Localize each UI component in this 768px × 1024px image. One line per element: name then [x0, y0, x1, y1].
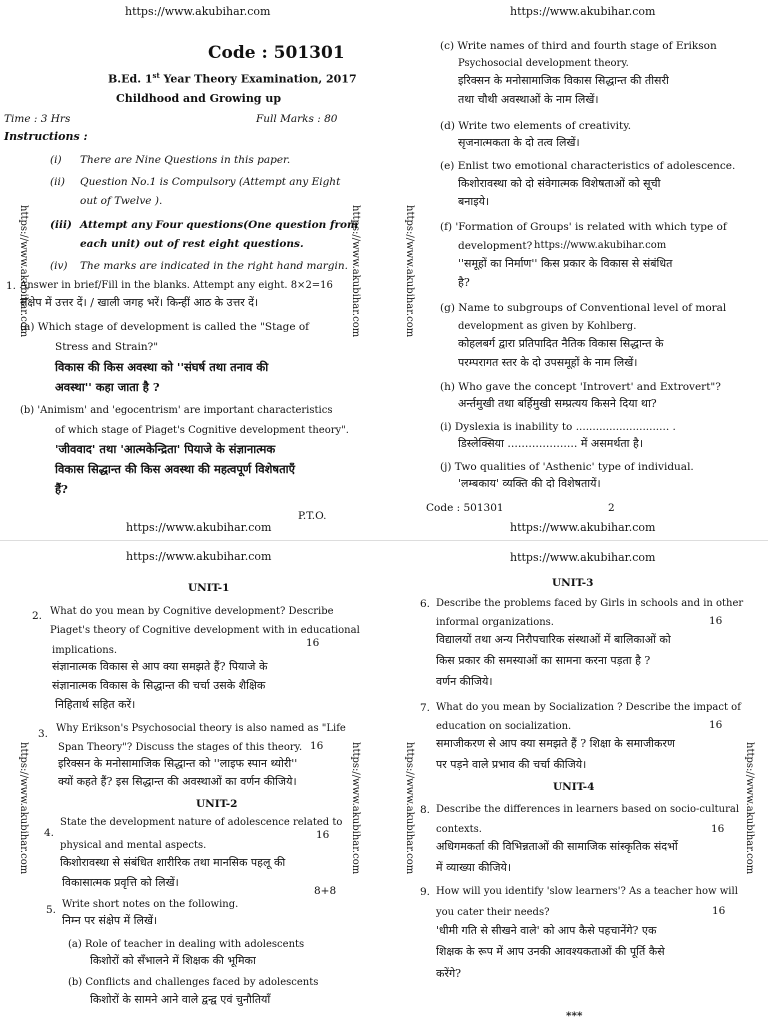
question-text: implications.: [52, 645, 118, 656]
question-text-hindi: पर पड़ने वाले प्रभाव की चर्चा कीजिये।: [436, 758, 587, 771]
question-text: (h) Who gave the concept 'Introvert' and Extrovert"?: [440, 381, 721, 393]
question-text: What do you mean by Socialization ? Describe the impact of: [436, 702, 741, 713]
question-text-hindi: ''समूहों का निर्माण'' किस प्रकार के विकास से संबंधित: [458, 257, 673, 270]
unit-heading: UNIT-3: [552, 577, 594, 589]
marks: 16: [712, 905, 726, 917]
watermark-url: https://www.akubihar.com: [744, 742, 755, 875]
watermark-url: https://www.akubihar.com: [350, 205, 361, 338]
instructions-title: Instructions :: [4, 130, 88, 143]
question-text: contexts.: [436, 824, 482, 835]
pto-label: P.T.O.: [298, 510, 327, 522]
question-text: (g) Name to subgroups of Conventional level of moral: [440, 302, 727, 314]
watermark-url: https://www.akubihar.com: [18, 742, 29, 875]
question-number: 4.: [44, 827, 55, 839]
question-text: (j) Two qualities of 'Asthenic' type of individual.: [440, 461, 694, 473]
question-text: Write short notes on the following.: [62, 899, 239, 910]
question-number: 9.: [420, 886, 431, 898]
instruction-text: Attempt any Four questions(One question from: [80, 219, 359, 231]
marks: 16: [306, 637, 320, 649]
question-text: informal organizations.: [436, 617, 554, 628]
instruction-text: The marks are indicated in the right hand margin.: [80, 260, 348, 272]
question-text-hindi: किशोरों को सँभालने में शिक्षक की भूमिका: [90, 954, 256, 967]
end-marker: ***: [566, 1010, 583, 1022]
marks: 16: [709, 615, 723, 627]
question-text-hindi: अवस्था'' कहा जाता है ?: [55, 380, 160, 394]
question-text-hindi: समाजीकरण से आप क्या समझते हैं ? शिक्षा के समाजीकरण: [436, 737, 675, 750]
question-text: (f) 'Formation of Groups' is related with which type of: [440, 221, 727, 233]
footer-code: Code : 501301: [426, 502, 504, 514]
question-text-hindi: अर्न्तमुखी तथा बर्हिमुखी सम्प्रत्यय किसने दिया था?: [458, 397, 657, 410]
instruction-number: (iv): [50, 260, 68, 272]
question-text: (a) Which stage of development is called the "Stage of: [20, 321, 310, 333]
question-number: 5.: [46, 904, 57, 916]
watermark-url: https://www.akubihar.com: [18, 205, 29, 338]
subject-title: Childhood and Growing up: [116, 92, 282, 105]
question-text: you cater their needs?: [436, 907, 550, 918]
marks: 8+8: [314, 885, 337, 897]
question-text-hindi: विकासात्मक प्रवृत्ति को लिखें।: [62, 876, 179, 889]
question-text-hindi: इरिक्सन के मनोसामाजिक सिद्धान्त को ''लाइफ स्पान थ्योरी'': [58, 757, 298, 770]
url-header[interactable]: https://www.akubihar.com: [125, 5, 271, 18]
question-text-hindi: करेंगे?: [436, 967, 462, 980]
question-text-hindi: निहितार्थ सहित करें।: [55, 698, 136, 711]
question-text-hindi: संज्ञानात्मक विकास के सिद्धान्त की चर्चा उसके शैक्षिक: [52, 679, 266, 692]
question-text: Span Theory"? Discuss the stages of this theory.: [58, 742, 303, 753]
question-text-hindi: है?: [458, 276, 470, 289]
question-text-hindi: शिक्षक के रूप में आप उनकी आवश्यकताओं की पूर्ति कैसे: [436, 945, 665, 958]
unit-heading: UNIT-4: [553, 781, 595, 793]
question-text: development as given by Kohlberg.: [458, 321, 637, 332]
question-text-hindi: संज्ञानात्मक विकास से आप क्या समझते हैं? पियाजे के: [52, 660, 268, 673]
question-text-hindi: सृजनात्मकता के दो तत्व लिखें।: [458, 136, 580, 149]
question-text-hindi: कोहलबर्ग द्वारा प्रतिपादित नैतिक विकास सिद्धान्त के: [458, 337, 664, 350]
question-number: 7.: [420, 702, 431, 714]
watermark-url: https://www.akubihar.com: [404, 742, 415, 875]
url-footer[interactable]: https://www.akubihar.com: [126, 521, 272, 534]
unit-heading: UNIT-1: [188, 582, 230, 594]
instruction-text: out of Twelve ).: [80, 195, 163, 207]
question-text-hindi: विद्यालयों तथा अन्य निरौपचारिक संस्थाओं में बालिकाओं को: [436, 633, 671, 646]
question-text-hindi: हैं?: [55, 482, 68, 496]
question-text-hindi: डिस्लेक्सिया .................... में असमर्थता है।: [458, 437, 643, 450]
question-text-hindi: किशोरावस्था से संबंधित शारीरिक तथा मानसिक पहलू की: [60, 856, 286, 869]
page-divider: [0, 540, 768, 541]
url-footer[interactable]: https://www.akubihar.com: [510, 521, 656, 534]
question-text-hindi: विकास की किस अवस्था को ''संघर्ष तथा तनाव की: [55, 360, 269, 374]
question-text: (a) Role of teacher in dealing with adolescents: [68, 939, 305, 950]
question-text-hindi: किस प्रकार की समस्याओं का सामना करना पड़ता है ?: [436, 654, 651, 667]
url-header[interactable]: https://www.akubihar.com: [510, 551, 656, 564]
exam-title: [108, 72, 357, 86]
instruction-text: Question No.1 is Compulsory (Attempt any Eight: [80, 176, 341, 188]
question-text: State the development nature of adolescence related to: [60, 817, 343, 828]
question-text: How will you identify 'slow learners'? As a teacher how will: [436, 886, 738, 897]
question-number: 6.: [420, 598, 431, 610]
page-number: 2: [608, 502, 615, 514]
question-text: education on socialization.: [436, 721, 572, 732]
question-text: (i) Dyslexia is inability to ............................ .: [440, 421, 676, 433]
question-text: Stress and Strain?": [55, 341, 159, 353]
question-text-hindi: 'लम्बकाय' व्यक्ति की दो विशेषतायें।: [458, 477, 601, 490]
question-text: (d) Write two elements of creativity.: [440, 120, 632, 132]
unit-heading: UNIT-2: [196, 798, 238, 810]
question-text-hindi: क्यों कहते हैं? इस सिद्धान्त की अवस्थाओं का वर्णन कीजिये।: [58, 775, 297, 788]
full-marks: Full Marks : 80: [256, 113, 338, 125]
question-text: (b) 'Animism' and 'egocentrism' are important characteristics: [20, 405, 333, 416]
question-text: physical and mental aspects.: [60, 840, 207, 851]
question-text: Psychosocial development theory.: [458, 58, 629, 69]
watermark-url: https://www.akubihar.com: [350, 742, 361, 875]
url-header[interactable]: https://www.akubihar.com: [126, 550, 272, 563]
url-header[interactable]: https://www.akubihar.com: [510, 5, 656, 18]
question-text-hindi: निम्न पर संक्षेप में लिखें।: [62, 914, 158, 927]
question-text-hindi: बनाइये।: [458, 195, 490, 208]
exam-title-part: B.Ed. 1: [108, 72, 153, 86]
question-text: (e) Enlist two emotional characteristics of adolescence.: [440, 160, 736, 172]
paper-code: Code : 501301: [208, 43, 345, 63]
question-text: Answer in brief/Fill in the blanks. Attempt any eight. 8×2=16: [20, 280, 333, 291]
question-text-hindi: विकास सिद्धान्त की किस अवस्था की महत्वपूर्ण विशेषताएँ: [55, 462, 295, 476]
question-text: Describe the differences in learners based on socio-cultural: [436, 804, 740, 815]
question-text: (c) Write names of third and fourth stage of Erikson: [440, 40, 717, 52]
question-text-hindi: किशोरों के सामने आने वाले द्वन्द्व एवं चुनौतियाँ: [90, 993, 271, 1006]
question-number: 8.: [420, 804, 431, 816]
question-text-hindi: संक्षेप में उत्तर दें। / खाली जगह भरें। किन्हीं आठ के उत्तर दें।: [20, 296, 259, 309]
question-number: 2.: [32, 610, 43, 622]
question-text-hindi: अधिगमकर्ता की विभिन्नताओं की सामाजिक सांस्कृतिक संदर्भो: [436, 840, 678, 853]
question-text-hindi: 'धीमी गति से सीखने वाले' को आप कैसे पहचानेंगे? एक: [436, 924, 657, 937]
question-text: development?: [458, 240, 533, 252]
question-number: 1.: [6, 280, 17, 292]
question-text-hindi: 'जीववाद' तथा 'आत्मकेन्द्रिता' पियाजे के संज्ञानात्मक: [55, 442, 276, 456]
exam-title-sup: st: [152, 71, 160, 80]
question-text: (b) Conflicts and challenges faced by adolescents: [68, 977, 319, 988]
instruction-text: There are Nine Questions in this paper.: [80, 154, 291, 166]
time: Time : 3 Hrs: [4, 113, 71, 125]
instruction-number: (iii): [50, 219, 72, 231]
url-inline[interactable]: https://www.akubihar.com: [534, 240, 667, 251]
instruction-text: each unit) out of rest eight questions.: [80, 238, 304, 250]
question-text: What do you mean by Cognitive development? Describe: [50, 606, 334, 617]
question-text-hindi: किशोरावस्था को दो संवेगात्मक विशेषताओं को सूची: [458, 177, 661, 190]
question-text-hindi: में व्याख्या कीजिये।: [436, 861, 512, 874]
exam-title-part: Year Theory Examination, 2017: [159, 72, 357, 86]
question-text: of which stage of Piaget's Cognitive development theory".: [55, 425, 349, 436]
question-text: Why Erikson's Psychosocial theory is also named as "Life: [56, 723, 346, 734]
instruction-number: (i): [50, 154, 62, 166]
marks: 16: [711, 823, 725, 835]
question-text-hindi: तथा चौथी अवस्थाओं के नाम लिखें।: [458, 93, 599, 106]
marks: 16: [310, 740, 324, 752]
marks: 16: [709, 719, 723, 731]
question-text-hindi: वर्णन कीजिये।: [436, 675, 493, 688]
question-text-hindi: परम्परागत स्तर के दो उपसमूहों के नाम लिखें।: [458, 356, 638, 369]
question-text: Piaget's theory of Cognitive development with in educational: [50, 625, 360, 636]
marks: 16: [316, 829, 330, 841]
question-text-hindi: इरिक्सन के मनोसामाजिक विकास सिद्धान्त की तीसरी: [458, 74, 669, 87]
question-number: 3.: [38, 728, 49, 740]
question-text: Describe the problems faced by Girls in schools and in other: [436, 598, 744, 609]
watermark-url: https://www.akubihar.com: [404, 205, 415, 338]
instruction-number: (ii): [50, 176, 65, 188]
